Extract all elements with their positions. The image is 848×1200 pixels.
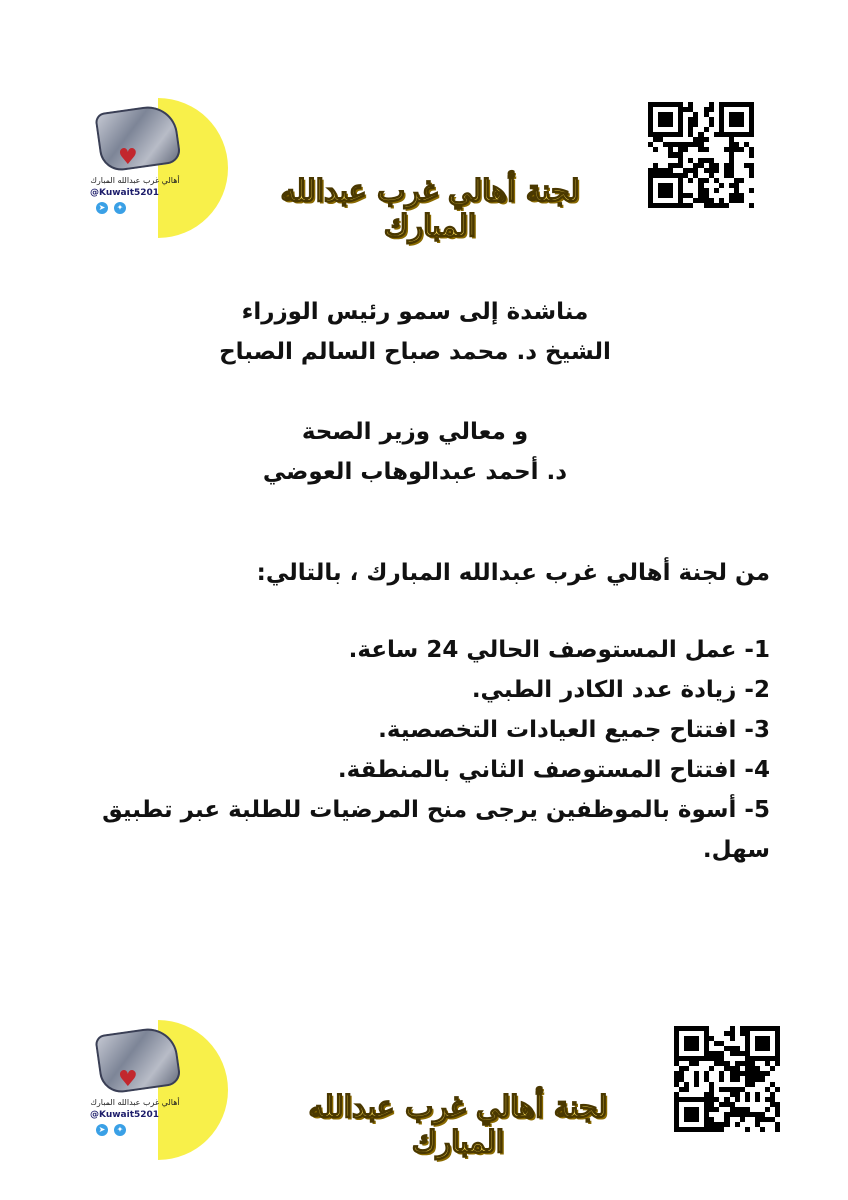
list-item: 5- أسوة بالموظفين يرجى منح المرضيات للطلبة عبر تطبيق سهل. [102, 797, 770, 863]
list-item: 3- افتتاح جميع العيادات التخصصية. [378, 717, 770, 743]
intro-text: من لجنة أهالي غرب عبدالله المبارك ، بالتالي: [256, 560, 770, 586]
heart-icon: ♥ [118, 1067, 138, 1092]
social-icons [96, 202, 126, 214]
twitter-icon: ✦ [114, 1124, 126, 1136]
committee-logo [88, 1010, 228, 1150]
list-item: 4- افتتاح المستوصف الثاني بالمنطقة. [337, 757, 770, 783]
telegram-icon: ➤ [96, 1124, 108, 1136]
committee-title: لجنة أهالي غرب عبدالله المبارك [308, 1090, 608, 1160]
committee-logo [88, 88, 228, 228]
appeal-heading [200, 292, 630, 492]
telegram-icon: ➤ [96, 202, 108, 214]
list-item: 1- عمل المستوصف الحالي 24 ساعة. [348, 637, 770, 663]
appeal-line-pm-name: الشيخ د. محمد صباح السالم الصباح [219, 339, 611, 365]
logo-caption: أهالي غرب عبدالله المبارك [90, 176, 180, 185]
appeal-line-minister-name: د. أحمد عبدالوهاب العوضي [262, 459, 568, 485]
logo-handle: @Kuwait5201 [90, 1110, 160, 1120]
demands-list [80, 630, 770, 870]
logo-handle: @Kuwait5201 [90, 188, 160, 198]
list-item: 2- زيادة عدد الكادر الطبي. [471, 677, 770, 703]
qr-code-icon[interactable] [648, 102, 754, 208]
logo-caption: أهالي غرب عبدالله المبارك [90, 1098, 180, 1107]
footer-bottom [0, 1010, 848, 1160]
qr-code-icon[interactable] [674, 1026, 780, 1132]
header-top [0, 88, 848, 244]
social-icons [96, 1124, 126, 1136]
heart-icon: ♥ [118, 145, 138, 170]
appeal-line-pm: مناشدة إلى سمو رئيس الوزراء [241, 299, 589, 325]
committee-title: لجنة أهالي غرب عبدالله المبارك [280, 174, 580, 244]
appeal-line-minister: و معالي وزير الصحة [301, 419, 529, 445]
twitter-icon: ✦ [114, 202, 126, 214]
